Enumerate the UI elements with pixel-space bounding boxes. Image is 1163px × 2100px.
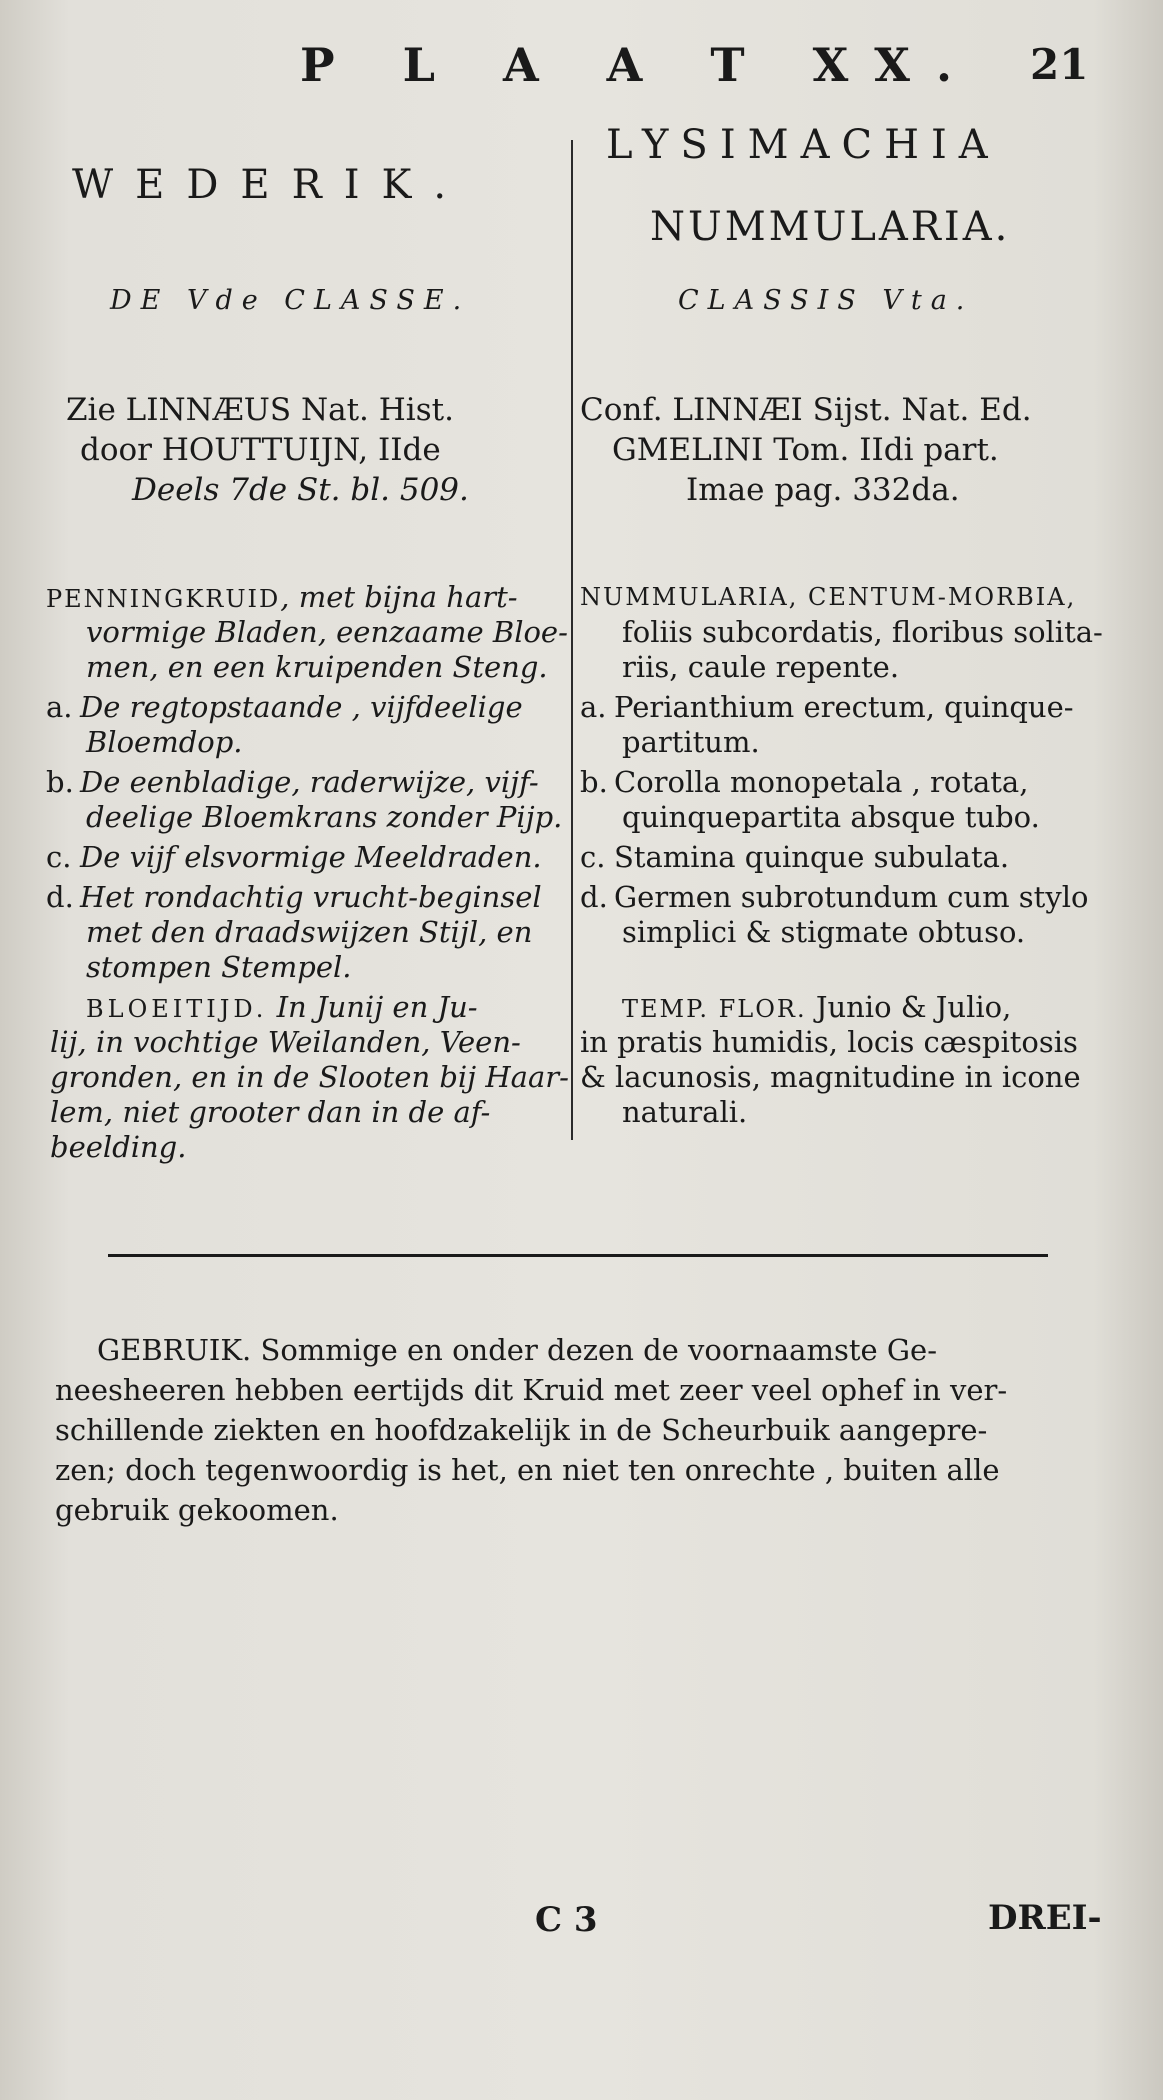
left-ref-line-3: Deels 7de St. bl. 509. [132, 472, 469, 508]
right-item-b-line-1: Corolla monopetala , rotata, [614, 765, 1029, 799]
right-name-line-2: riis, caule repente. [622, 650, 900, 684]
signature-mark: C 3 [535, 1900, 598, 1940]
right-item-b-line-2: quinquepartita absque tubo. [622, 800, 1040, 834]
usage-line-4: zen; doch tegenwoordig is het, en niet ten onrechte , buiten alle [55, 1453, 1000, 1487]
right-item-a-letter: a. [580, 690, 607, 724]
right-temp-line-2: in pratis humidis, locis cæspitosis [580, 1025, 1078, 1059]
left-bloei-line-1 [86, 990, 478, 1027]
left-item-a-line-2: Bloemdop. [86, 725, 243, 759]
right-column-title-2: NUMMULARIA. [650, 204, 1011, 250]
usage-paragraph [55, 1330, 1095, 1530]
left-name-head: PENNINGKRUID [46, 585, 281, 613]
left-item-b-letter: b. [46, 765, 74, 799]
section-rule [108, 1254, 1048, 1257]
right-item-c-letter: c. [580, 840, 606, 874]
column-divider [571, 140, 573, 1140]
right-ref-line-2: GMELINI Tom. IIdi part. [612, 432, 999, 468]
right-item-d-letter: d. [580, 880, 608, 914]
left-item-a-letter: a. [46, 690, 73, 724]
left-name-line-1: , met bijna hart- [280, 580, 518, 614]
right-ref-line-3: Imae pag. 332da. [686, 472, 960, 508]
right-item-b-letter: b. [580, 765, 608, 799]
left-item-d-line-3: stompen Stempel. [86, 950, 352, 984]
right-temp-head: TEMP. FLOR. [622, 995, 807, 1023]
left-bloei-line-2: lij, in vochtige Weilanden, Veen- [50, 1025, 521, 1059]
left-item-c-letter: c. [46, 840, 72, 874]
catchword: DREI- [988, 1898, 1102, 1938]
right-item-d-line-1: Germen subrotundum cum stylo [614, 880, 1089, 914]
right-temp-line-1 [622, 990, 1011, 1027]
left-item-c-line-1: De vijf elsvormige Meeldraden. [80, 840, 542, 874]
right-item-c-line-1: Stamina quinque subulata. [614, 840, 1010, 874]
left-classe: DE Vde CLASSE. [110, 285, 471, 316]
plate-title: P L A A T XX. [300, 38, 979, 92]
left-ref-line-1: Zie LINNÆUS Nat. Hist. [66, 392, 454, 428]
left-ref-line-2: door HOUTTUIJN, IIde [80, 432, 441, 468]
right-column-title-1: LYSIMACHIA [606, 122, 1000, 168]
usage-line-2: neesheeren hebben eertijds dit Kruid met zeer veel ophef in ver- [55, 1373, 1008, 1407]
usage-line-3: schillende ziekten en hoofdzakelijk in de Scheurbuik aangepre- [55, 1413, 988, 1447]
left-item-d-line-2: met den draadswijzen Stijl, en [86, 915, 533, 949]
usage-line-5: gebruik gekoomen. [55, 1493, 339, 1527]
left-bloei-line-3: gronden, en in de Slooten bij Haar- [50, 1060, 569, 1094]
usage-line-1: GEBRUIK. Sommige en onder dezen de voornaamste Ge- [97, 1333, 937, 1367]
left-bloei-head: BLOEITIJD. [86, 995, 268, 1023]
right-classe: CLASSIS Vta. [678, 285, 974, 316]
right-temp-line-3: & lacunosis, magnitudine in icone [580, 1060, 1081, 1094]
right-name-line-1: foliis subcordatis, floribus solita- [622, 615, 1103, 649]
right-temp-line-4: naturali. [622, 1095, 748, 1129]
left-item-b-line-2: deelige Bloemkrans zonder Pijp. [86, 800, 563, 834]
right-item-d-line-2: simplici & stigmate obtuso. [622, 915, 1026, 949]
left-bloei-line-4: lem, niet grooter dan in de af- [50, 1095, 491, 1129]
right-ref-line-1: Conf. LINNÆI Sijst. Nat. Ed. [580, 392, 1032, 428]
right-item-a-line-1: Perianthium erectum, quinque- [614, 690, 1074, 724]
right-name-head: NUMMULARIA, CENTUM-MORBIA, [580, 583, 1077, 611]
left-item-d-letter: d. [46, 880, 74, 914]
left-name-line-2: vormige Bladen, eenzaame Bloe- [86, 615, 568, 649]
page-number: 21 [1030, 40, 1089, 89]
left-bloei-text-1: In Junij en Ju- [276, 990, 478, 1024]
left-item-d-line-1: Het rondachtig vrucht-beginsel [80, 880, 542, 914]
left-item-a-line-1: De regtopstaande , vijfdeelige [80, 690, 523, 724]
left-column-title: WEDERIK. [72, 162, 469, 208]
left-bloei-line-5: beelding. [50, 1130, 187, 1164]
left-item-b-line-1: De eenbladige, raderwijze, vijf- [80, 765, 539, 799]
right-item-a-line-2: partitum. [622, 725, 760, 759]
left-name-line [46, 580, 518, 617]
right-temp-text-1: Junio & Julio, [815, 990, 1012, 1024]
left-name-line-3: men, en een kruipenden Steng. [86, 650, 548, 684]
